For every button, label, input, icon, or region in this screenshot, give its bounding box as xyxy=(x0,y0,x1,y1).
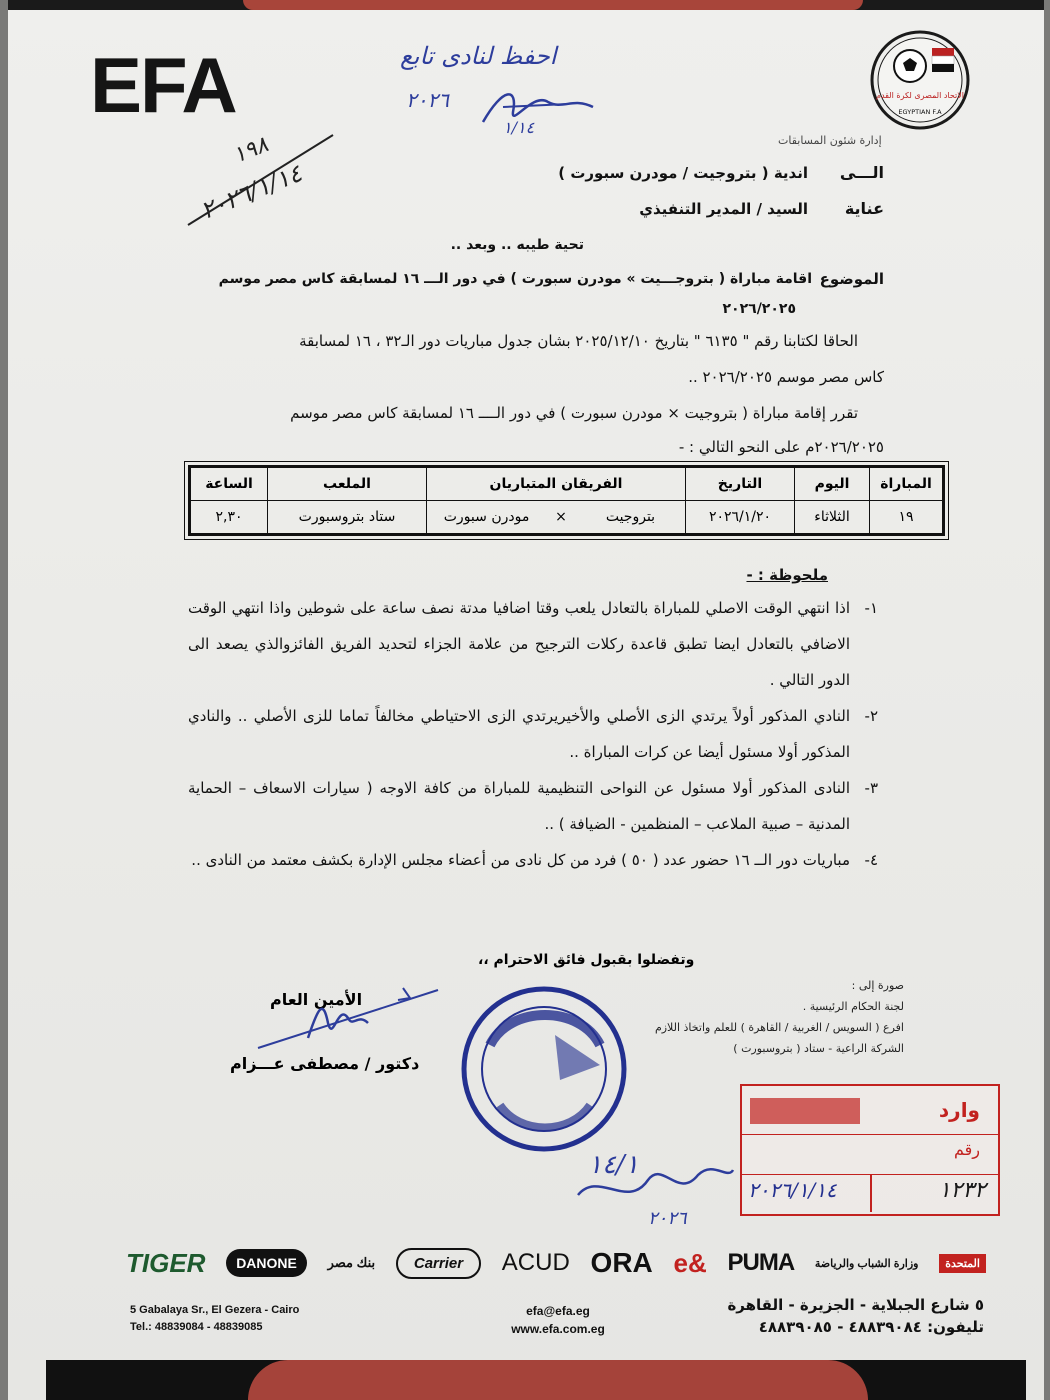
cell-teams xyxy=(427,501,686,535)
letter-page xyxy=(8,0,1044,1400)
footer-website-link[interactable]: www.efa.com.eg xyxy=(511,1322,605,1336)
footer-address-line: ٥ شارع الجبلاية - الجزيرة - القاهرة xyxy=(727,1296,984,1314)
note-number: ١- xyxy=(864,599,878,617)
cell-time: ٢,٣٠ xyxy=(190,501,268,535)
top-stripe-accent xyxy=(243,0,863,10)
efa-logo: EFA xyxy=(90,41,236,129)
subject-label: الموضوع xyxy=(819,270,884,288)
header-time: الساعة xyxy=(190,467,268,501)
note-text: اذا انتهي الوقت الاصلي للمباراة بالتعادل يلعب وقتا اضافيا مدتة نصف ساعة على شوطين واذا انتهي الوقت الاضافي بالتعادل ايضا تطبق قاعدة ركلات الترجيح من علامة الجزاء لتحديد الفريق الفائزوالذي يصعد الى الدور التالي . xyxy=(188,599,850,689)
stamp-ink-blot xyxy=(750,1098,860,1124)
note-text: النادى المذكور أولا مسئول عن النواحى التنظيمية للمباراة من كافة الاوجه ( سيارات الاسعاف – الحماية المدنية – صبية الملاعب – المنظمين - الضيافة ) .. xyxy=(188,779,850,833)
registration-number: ١٩٨ xyxy=(229,132,272,169)
official-seal-stamp xyxy=(460,985,628,1153)
copies-title: صورة إلى : xyxy=(851,979,904,992)
subject-line-2: ٢٠٢٦/٢٠٢٥ xyxy=(722,301,796,317)
efa-crest-logo xyxy=(870,30,970,130)
note-item xyxy=(188,770,878,842)
attention-value: السيد / المدير التنفيذي xyxy=(639,200,808,218)
sponsor-logos xyxy=(126,1238,986,1288)
footer-phone-line: Tel.: 48839084 - 48839085 xyxy=(130,1321,263,1333)
note-text: النادي المذكور أولاً يرتدي الزى الأصلي والأخيريرتدي الزى الاحتياطي مخالفاً تماما للزى الأصلي .. والنادي المذكور أولا مسئول أيضا عن كرات المباراة .. xyxy=(188,707,850,761)
incoming-register-stamp xyxy=(740,1084,1000,1216)
footer-address-en xyxy=(130,1302,299,1336)
stamp-number-label: رقم xyxy=(953,1140,980,1159)
body-para2-line1: تقرر إقامة مباراة ( بتروجيت × مودرن سبورت ) في دور الــــ ١٦ لمسابقة كاس مصر موسم xyxy=(290,404,858,422)
handwritten-initials-scribble xyxy=(473,82,603,142)
signatory-name: دكتور / مصطفى عـــزام xyxy=(230,1054,420,1073)
footer-email-link[interactable]: efa@efa.eg xyxy=(526,1304,590,1318)
sponsor-logo: e& xyxy=(673,1247,707,1278)
stamp-title: وارد xyxy=(938,1098,980,1122)
cell-day: الثلاثاء xyxy=(795,501,870,535)
footer-contact xyxy=(488,1302,628,1338)
cell-match-no: ١٩ xyxy=(870,501,944,535)
team-home: بتروجيت xyxy=(605,509,656,525)
stamp-date: ٢٠٢٦/١/١٤ xyxy=(748,1178,837,1202)
handwritten-date: ٢٠٢٦ xyxy=(406,88,449,112)
notes-list xyxy=(188,590,878,878)
note-item xyxy=(188,842,878,878)
cell-stadium: ستاد بتروسبورت xyxy=(268,501,427,535)
sponsor-logo: بنك مصر xyxy=(327,1255,376,1270)
handwritten-initial-date: ١/١٤ xyxy=(503,118,535,137)
copies-block xyxy=(655,975,904,1059)
stamp-divider xyxy=(742,1134,998,1135)
header-teams: الفريقان المتباريان xyxy=(427,467,686,501)
match-schedule-table xyxy=(188,465,945,536)
handwritten-bottom-note: ١٤/١ xyxy=(588,1150,639,1180)
header-date: التاريخ xyxy=(686,467,795,501)
registration-date: ٢٠٢٦/١/١٤ xyxy=(196,159,306,225)
handwritten-note: احفظ لنادى تابع xyxy=(400,42,557,70)
note-text: مباريات دور الــ ١٦ حضور عدد ( ٥٠ ) فرد من كل نادى من أعضاء مجلس الإدارة بكشف معتمد من النادى .. xyxy=(191,851,850,869)
signatory-title: الأمين العام xyxy=(270,990,363,1009)
closing-line: وتفضلوا بقبول فائق الاحترام ،، xyxy=(478,952,695,968)
header-match: المباراة xyxy=(870,467,944,501)
header-day: اليوم xyxy=(795,467,870,501)
body-para1-line1: الحاقا لكتابنا رقم " ٦١٣٥ " بتاريخ ٢٠٢٥/١٢/١٠ بشان جدول مباريات دور الـ٣٢ ، ١٦ لمسابقة xyxy=(299,332,858,350)
note-number: ٤- xyxy=(864,851,878,869)
handwritten-bottom-year: ٢٠٢٦ xyxy=(648,1208,687,1229)
sponsor-logo: ACUD xyxy=(501,1249,570,1276)
copies-line: الشركة الراعية - ستاد ( بتروسبورت ) xyxy=(733,1042,904,1055)
sponsor-logo: وزارة الشباب والرياضة xyxy=(814,1257,919,1270)
sponsor-logo: Carrier xyxy=(396,1248,481,1279)
copies-line: افرع ( السويس / الغربية / القاهرة ) للعلم واتخاذ اللازم xyxy=(654,1021,904,1034)
body-para1-line2: كاس مصر موسم ٢٠٢٦/٢٠٢٥ .. xyxy=(688,368,884,386)
to-value: اندية ( بتروجيت / مودرن سبورت ) xyxy=(558,164,808,182)
footer-address-ar xyxy=(727,1294,984,1338)
note-item xyxy=(188,590,878,698)
sponsor-logo: المتحدة xyxy=(939,1254,986,1273)
table-header-row xyxy=(190,467,944,501)
greeting: تحية طيبه .. وبعد .. xyxy=(450,237,584,253)
stamp-number: ١٢٣٢ xyxy=(938,1178,986,1203)
bottom-stripe-accent xyxy=(248,1360,868,1400)
cell-date: ٢٠٢٦/١/٢٠ xyxy=(686,501,795,535)
stamp-column-divider xyxy=(870,1174,872,1212)
sponsor-logo: PUMA xyxy=(727,1249,795,1276)
crest-label: EGYPTIAN F.A xyxy=(898,108,942,116)
footer-phone-line: تليفون: ٤٨٨٣٩٠٨٤ - ٤٨٨٣٩٠٨٥ xyxy=(758,1318,984,1336)
crest-caption: الاتحاد المصرى لكرة القدم xyxy=(875,91,965,100)
footer-address-line: 5 Gabalaya Sr., El Gezera - Cairo xyxy=(130,1304,300,1316)
sponsor-logo: DANONE xyxy=(226,1249,307,1277)
versus-sign: × xyxy=(555,509,567,525)
note-item xyxy=(188,698,878,770)
body-para2-line2: ٢٠٢٦/٢٠٢٥م على النحو التالي : - xyxy=(678,438,884,456)
sponsor-logo: ORA xyxy=(590,1247,653,1278)
attention-label: عناية xyxy=(844,199,884,218)
table-row xyxy=(190,501,944,535)
note-number: ٢- xyxy=(864,707,878,725)
signature-scribble xyxy=(238,978,448,1058)
header-stadium: الملعب xyxy=(268,467,427,501)
department-label: إدارة شئون المسابقات xyxy=(778,134,882,147)
to-label: الـــى xyxy=(839,163,884,182)
subject-line-1: اقامة مباراة ( بتروجـــيت » مودرن سبورت ) في دور الـــ ١٦ لمسابقة كاس مصر موسم xyxy=(218,271,812,287)
team-away: مودرن سبورت xyxy=(443,509,530,525)
sponsor-logo: TIGER xyxy=(126,1247,206,1278)
notes-title: ملحوظة : - xyxy=(746,566,828,584)
copies-line: لجنة الحكام الرئيسية . xyxy=(802,1000,904,1013)
note-number: ٣- xyxy=(864,779,878,797)
